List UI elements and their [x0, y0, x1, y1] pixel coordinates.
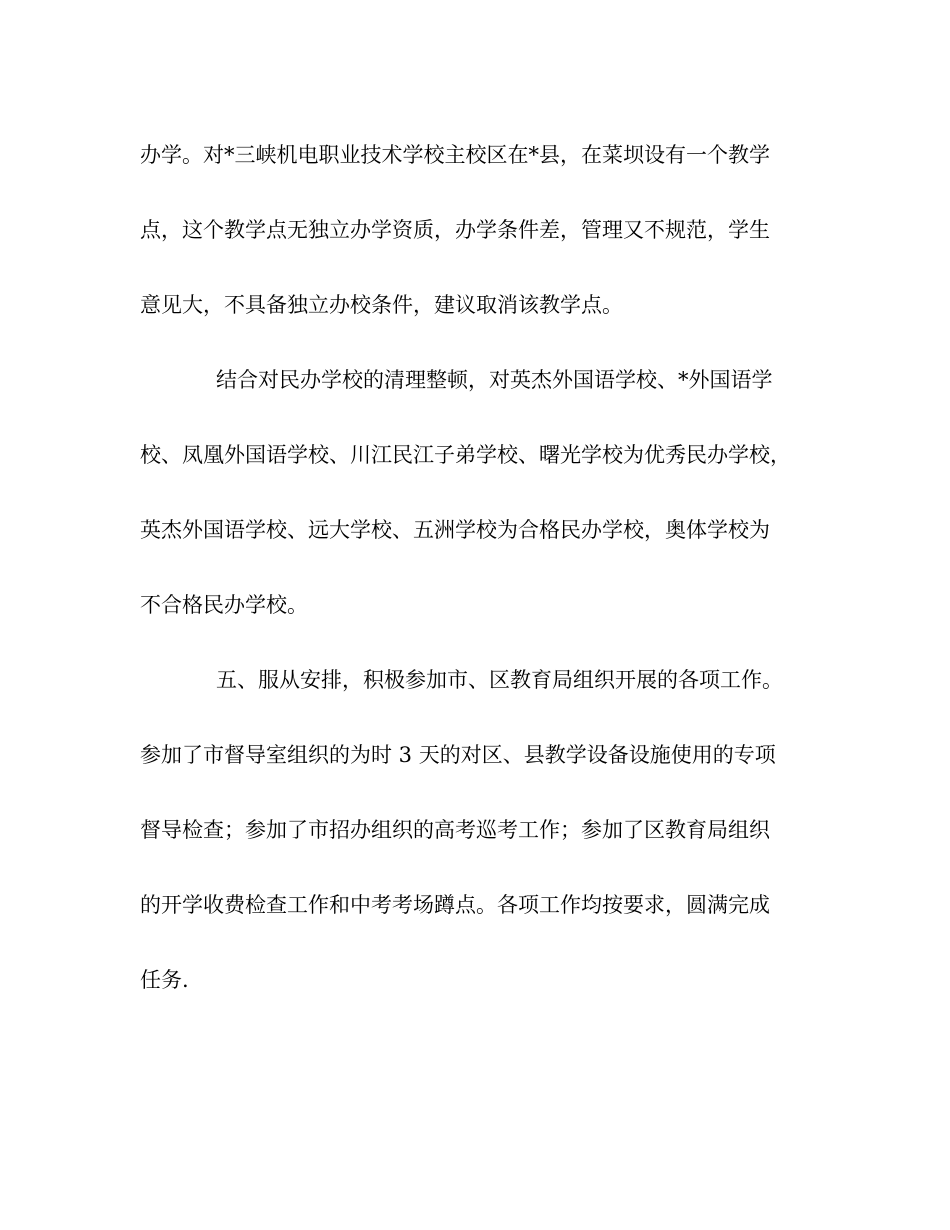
text-line: 点，这个教学点无独立办学资质，办学条件差，管理又不规范，学生	[140, 218, 770, 242]
text-line: 办学。对*三峡机电职业技术学校主校区在*县，在菜坝设有一个教学	[140, 143, 770, 167]
text-line: 督导检查；参加了市招办组织的高考巡考工作；参加了区教育局组织	[140, 818, 770, 842]
text-line: 英杰外国语学校、远大学校、五洲学校为合格民办学校，奥体学校为	[140, 518, 770, 542]
text-line: 校、凤凰外国语学校、川江民江子弟学校、曙光学校为优秀民办学校，	[140, 443, 791, 467]
body-text	[140, 133, 805, 1033]
paragraph-start-line: 五、服从安排，积极参加市、区教育局组织开展的各项工作。	[216, 668, 783, 692]
paragraph-start-line: 结合对民办学校的清理整顿，对英杰外国语学校、*外国语学	[216, 368, 773, 392]
text-line: 任务.	[140, 968, 189, 992]
text-line: 不合格民办学校。	[140, 593, 308, 617]
text-line: 参加了市督导室组织的为时 3 天的对区、县教学设备设施使用的专项	[140, 743, 776, 767]
text-line: 意见大，不具备独立办校条件，建议取消该教学点。	[140, 293, 623, 317]
text-line: 的开学收费检查工作和中考考场蹲点。各项工作均按要求，圆满完成	[140, 893, 770, 917]
